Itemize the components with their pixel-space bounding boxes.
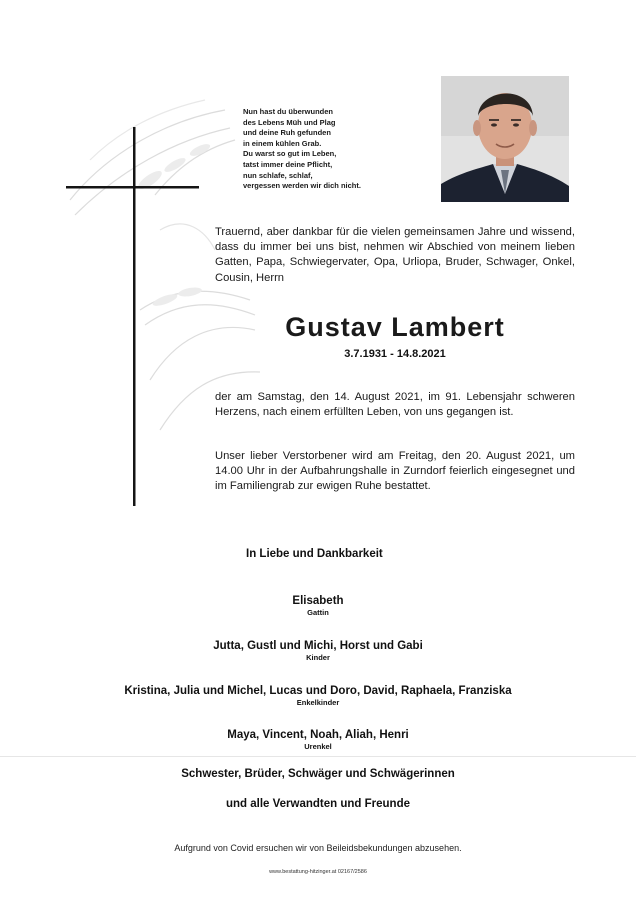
closing-line: In Liebe und Dankbarkeit: [246, 548, 383, 560]
deceased-name: Gustav Lambert: [285, 312, 505, 342]
mourner-group: [0, 594, 636, 617]
poem-line: Nun hast du überwunden: [243, 107, 333, 116]
poem-line: des Lebens Müh und Plag: [243, 117, 336, 127]
poem-line: in einem kühlen Grab.: [243, 138, 322, 148]
poem-line: vergessen werden wir dich nicht.: [243, 181, 361, 191]
mourner-names: Maya, Vincent, Noah, Aliah, Henri: [227, 729, 409, 741]
mourner-role: Kinder: [306, 653, 330, 662]
funeral-home-footer: www.bestattung-hitzinger.at 02167/2586: [269, 869, 367, 875]
life-dates: 3.7.1931 - 14.8.2021: [344, 348, 446, 360]
mourner-names: Jutta, Gustl und Michi, Horst und Gabi: [213, 640, 423, 652]
portrait-photo: [441, 76, 569, 202]
relatives-text: Schwester, Brüder, Schwäger und Schwägerinnen: [181, 768, 455, 780]
cross-icon: [66, 127, 199, 506]
mourner-names: Kristina, Julia und Michel, Lucas und Doro, David, Raphaela, Franziska: [124, 685, 512, 697]
poem-line: und deine Ruh gefunden: [243, 128, 331, 138]
friends-line: [0, 797, 636, 811]
mourner-role: Urenkel: [304, 742, 332, 751]
covid-note: Aufgrund von Covid ersuchen wir von Beileidsbekundungen abzusehen.: [174, 843, 462, 853]
poem: [243, 107, 443, 192]
poem-line: tatst immer deine Pflicht,: [243, 159, 333, 169]
mourner-role: Gattin: [307, 608, 329, 617]
friends-text: und alle Verwandten und Freunde: [225, 798, 411, 810]
poem-line: nun schlafe, schlaf,: [243, 170, 313, 180]
mourner-role: Enkelkinder: [296, 698, 340, 707]
funeral-details: Unser lieber Verstorbener wird am Freitag, den 20. August 2021, um 14.00 Uhr in der Aufbahrungshalle in Zurndorf feierlich eingesegnet und im Familiengrab zur ewigen Ruhe bestattet.: [215, 450, 575, 493]
mourner-group: [0, 639, 636, 662]
relatives-line: [0, 767, 636, 781]
mourner-group: [0, 728, 636, 751]
divider: [0, 756, 636, 757]
poem-line: Du warst so gut im Leben,: [243, 149, 337, 159]
intro-text: Trauernd, aber dankbar für die vielen gemeinsamen Jahre und wissend, dass du immer bei uns bist, nehmen wir Abschied von meinem lieben Gatten, Papa, Schwiegervater, Opa, Urliopa, Bruder, Schwager, Onkel, Cousin, Herrn: [215, 226, 575, 284]
death-announcement: der am Samstag, den 14. August 2021, im 91. Lebensjahr schweren Herzens, nach einem erfüllten Leben, von uns gegangen ist.: [215, 391, 575, 419]
mourner-group: [0, 684, 636, 707]
mourner-names: Elisabeth: [292, 595, 344, 607]
